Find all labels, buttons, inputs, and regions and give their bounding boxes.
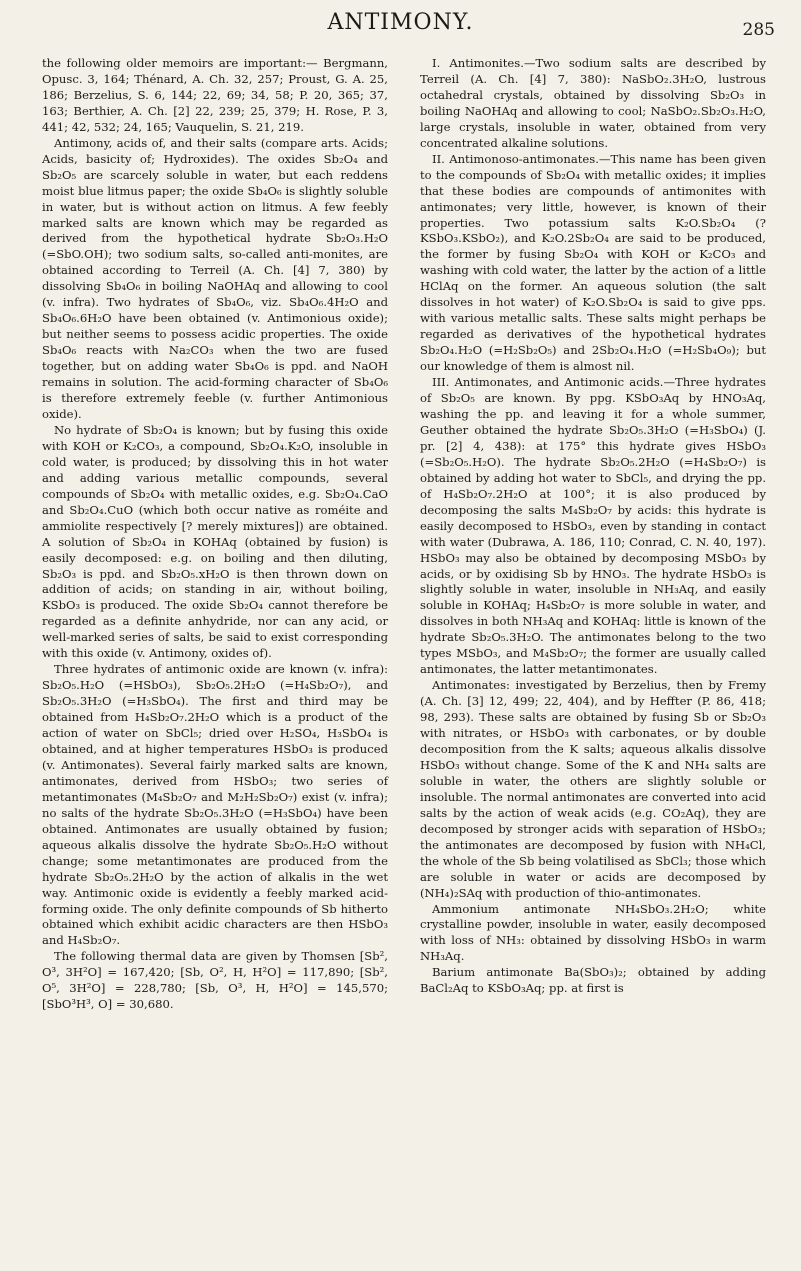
antimonates-investigation-paragraph: Antimonates: investigated by Berzelius, then by Fremy (A. Ch. [3] 12, 499; 22, 404), and by Heffter (P. 86, 418; 98, 293). These salts are obtained by fusing Sb or Sb₂O₃ with nitrates, or HSbO₃ with carbonates, or by double decomposition from the K salts; aqueous alkalis dissolve HSbO₃ without change. Some of the K and NH₄ salts are soluble in water, the others are slightly soluble or insoluble. The normal antimonates are converted into acid salts by the action of weak acids (e.g. CO₂Aq), they are decomposed by stronger acids with separation of HSbO₃; the antimonates are decomposed by fusion with NH₄Cl, the whole of the Sb being volatilised as SbCl₃; those which are soluble in water or acids are decomposed by (NH₄)₂SAq with production of thio-antimonates. — [420, 678, 766, 900]
page-header — [0, 8, 801, 48]
antimonoso-antimonates-paragraph: II. Antimonoso-antimonates.—This name has been given to the compounds of Sb₂O₄ with metallic oxides; it implies that these bodies are compounds of antimonites with antimonates; very little, however, is known of their properties. Two potassium salts K₂O.Sb₂O₄ (?KSbO₃.KSbO₂), and K₂O.2Sb₂O₄ are said to be produced, the former by fusing Sb₂O₄ with KOH or K₂CO₃ and washing with cold water, the latter by the action of a little HClAq on the former. An aqueous solution (the salt dissolves in hot water) of K₂O.Sb₂O₄ is said to give pps. with various metallic salts. These salts might perhaps be regarded as derivatives of the hypothetical hydrates Sb₂O₄.H₂O (=H₂Sb₂O₅) and 2Sb₂O₄.H₂O (=H₂Sb₄O₉); but our knowledge of them is almost nil. — [420, 151, 766, 374]
antimony-acids-paragraph: Antimony, acids of, and their salts (compare arts. Acids; Acids, basicity of; Hydroxides). The oxides Sb₂O₄ and Sb₂O₅ are scarcely soluble in water, but each reddens moist blue litmus paper; the oxide Sb₄O₆ is slightly soluble in water, but is without action on litmus. A few feebly marked salts are known which may be regarded as derived from the hypothetical hydrate Sb₂O₃.H₂O (=SbO.OH); two sodium salts, so-called anti-monites, are obtained according to Terreil (A. Ch. [4] 7, 380) by dissolving Sb₄O₆ in boiling NaOHAq and allowing to cool (v. infra). Two hydrates of Sb₄O₆, viz. Sb₄O₆.4H₂O and Sb₄O₆.6H₂O have been obtained (v. Antimonious oxide); but neither seems to possess acidic properties. The oxide Sb₄O₆ reacts with Na₂CO₃ when the two are fused together, but on adding water Sb₄O₆ is ppd. and NaOH remains in solution. The acid-forming character of Sb₄O₆ is therefore extremely feeble (v. further Antimonious oxide). — [42, 135, 388, 421]
antimonates-acids-paragraph: III. Antimonates, and Antimonic acids.—Three hydrates of Sb₂O₅ are known. By ppg. KSbO₃Aq by HNO₃Aq, washing the pp. and leaving it for a whole summer, Geuther obtained the hydrate Sb₂O₅.3H₂O (=H₃SbO₄) (J. pr. [2] 4, 438): at 175° this hydrate gives HSbO₃ (=Sb₂O₅.H₂O). The hydrate Sb₂O₅.2H₂O (=H₄Sb₂O₇) is obtained by adding hot water to SbCl₅, and drying the pp. of H₄Sb₂O₇.2H₂O at 100°; it is also produced by decomposing the salts M₄Sb₂O₇ by acids: this hydrate is easily decomposed to HSbO₃, even by standing in contact with water (Dubrawa, A. 186, 110; Conrad, C. N. 40, 197). HSbO₃ may also be obtained by decomposing MSbO₃ by acids, or by oxidising Sb by HNO₃. The hydrate HSbO₃ is slightly soluble in water, insoluble in NH₃Aq, and easily soluble in KOHAq; H₄Sb₂O₇ is more soluble in water, and dissolves in both NH₃Aq and KOHAq: little is known of the hydrate Sb₂O₅.3H₂O. The antimonates belong to the two types MSbO₃, and M₄Sb₂O₇; the former are usually called antimonates, the latter metantimonates. — [420, 375, 766, 677]
thermal-data-paragraph: The following thermal data are given by Thomsen [Sb², O³, 3H²O] = 167,420; [Sb, O², H, H²O] = 117,890; [Sb², O⁵, 3H²O] = 228,780; [Sb, O³, H, H²O] = 145,570; [SbO³H³, O] = 30,680. — [42, 949, 388, 1012]
references-paragraph: the following older memoirs are important:— Bergmann, Opusc. 3, 164; Thénard, A. Ch. 32, 257; Proust, G. A. 25, 186; Berzelius, S. 6, 144; 22, 69; 34, 58; P. 20, 365; 37, 163; Berthier, A. Ch. [2] 22, 239; 25, 379; H. Rose, P. 3, 441; 42, 532; 24, 165; Vauquelin, S. 21, 219. — [42, 56, 388, 134]
antimonites-paragraph: I. Antimonites.—Two sodium salts are described by Terreil (A. Ch. [4] 7, 380): NaSbO₂.3H₂O, lustrous octahedral crystals, obtained by dissolving Sb₂O₃ in boiling NaOHAq and allowing to cool; NaSbO₂.Sb₂O₃.H₂O, large crystals, insoluble in water, obtained from very concentrated alkaline solutions. — [420, 56, 766, 150]
barium-antimonate-paragraph: Barium antimonate Ba(SbO₃)₂; obtained by adding BaCl₂Aq to KSbO₃Aq; pp. at first is — [420, 965, 766, 996]
sb2o4-hydrate-paragraph: No hydrate of Sb₂O₄ is known; but by fusing this oxide with KOH or K₂CO₃, a compound, Sb₂O₄.K₂O, insoluble in cold water, is produced; by dissolving this in hot water and adding various metallic compounds, several compounds of Sb₂O₄ with metallic oxides, e.g. Sb₂O₄.CaO and Sb₂O₄.CuO (which both occur native as roméite and ammiolite respectively [? merely mixtures]) are obtained. A solution of Sb₂O₄ in KOHAq (obtained by fusion) is easily decomposed: e.g. on boiling and then diluting, Sb₂O₃ is ppd. and Sb₂O₅.xH₂O is then thrown down on addition of acids; on standing in air, without boiling, KSbO₃ is produced. The oxide Sb₂O₄ cannot therefore be regarded as a definite anhydride, nor can any acid, or well-marked series of salts, be said to exist corresponding with this oxide (v. Antimony, oxides of). — [42, 422, 388, 661]
right-column — [420, 56, 766, 997]
ammonium-antimonate-paragraph: Ammonium antimonate NH₄SbO₃.2H₂O; white crystalline powder, insoluble in water, easily decomposed with loss of NH₃: obtained by dissolving HSbO₃ in warm NH₃Aq. — [420, 901, 766, 964]
antimonic-oxide-hydrates-paragraph: Three hydrates of antimonic oxide are known (v. infra): Sb₂O₅.H₂O (=HSbO₃), Sb₂O₅.2H₂O (=H₄Sb₂O₇), and Sb₂O₅.3H₂O (=H₃SbO₄). The first and third may be obtained from H₄Sb₂O₇.2H₂O which is a product of the action of water on SbCl₅; dried over H₂SO₄, H₃SbO₄ is obtained, and at higher temperatures HSbO₃ is produced (v. Antimonates). Several fairly marked salts are known, antimonates, derived from HSbO₃; two series of metantimonates (M₄Sb₂O₇ and M₂H₂Sb₂O₇) exist (v. infra); no salts of the hydrate Sb₂O₅.3H₂O (=H₃SbO₄) have been obtained. Antimonates are usually obtained by fusion; aqueous alkalis dissolve the hydrate Sb₂O₅.H₂O without change; some metantimonates are produced from the hydrate Sb₂O₅.2H₂O by the action of alkalis in the wet way. Antimonic oxide is evidently a feebly marked acid-forming oxide. The only definite compounds of Sb hitherto obtained which exhibit acidic characters are then HSbO₃ and H₄Sb₂O₇. — [42, 662, 388, 948]
page-number: 285 — [742, 20, 775, 40]
left-column — [42, 56, 388, 1013]
running-title: ANTIMONY. — [327, 10, 474, 35]
